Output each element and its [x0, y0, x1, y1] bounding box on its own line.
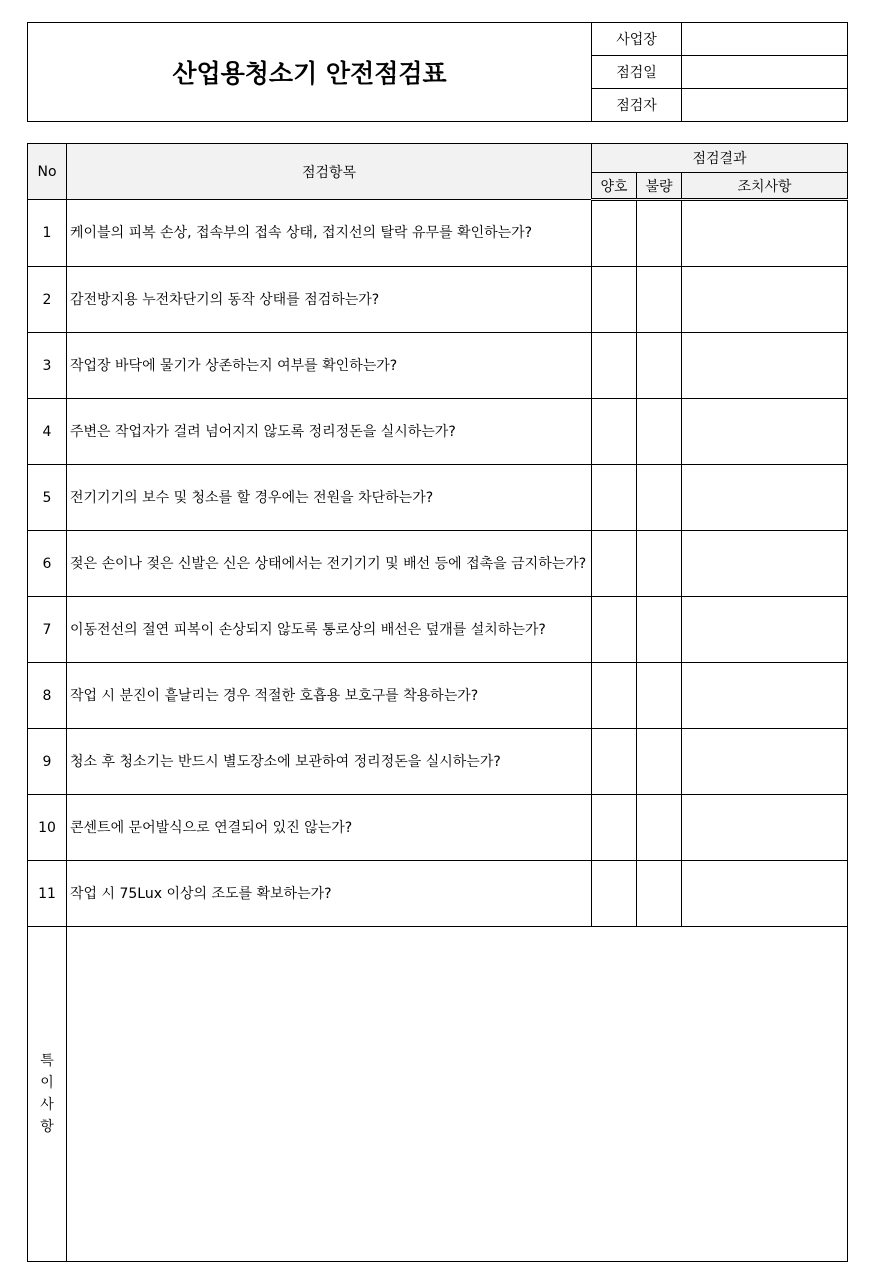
good-checkbox[interactable] [592, 465, 637, 531]
action-field[interactable] [682, 465, 848, 531]
remarks-char: 항 [40, 1119, 54, 1135]
action-field[interactable] [682, 861, 848, 927]
check-item: 감전방지용 누전차단기의 동작 상태를 점검하는가? [67, 267, 592, 333]
bad-checkbox[interactable] [637, 861, 682, 927]
header-item: 점검항목 [67, 144, 592, 200]
check-item: 청소 후 청소기는 반드시 별도장소에 보관하여 정리정돈을 실시하는가? [67, 729, 592, 795]
label-workplace: 사업장 [592, 23, 682, 56]
row-number: 6 [28, 531, 67, 597]
table-row [28, 663, 848, 729]
check-item: 작업 시 75Lux 이상의 조도를 확보하는가? [67, 861, 592, 927]
remarks-label [28, 927, 67, 1262]
action-field[interactable] [682, 729, 848, 795]
good-checkbox[interactable] [592, 267, 637, 333]
row-number: 7 [28, 597, 67, 663]
remarks-char: 사 [40, 1097, 54, 1113]
bad-checkbox[interactable] [637, 531, 682, 597]
table-row [28, 597, 848, 663]
bad-checkbox[interactable] [637, 333, 682, 399]
table-row [28, 333, 848, 399]
label-inspector: 점검자 [592, 89, 682, 122]
table-row [28, 729, 848, 795]
good-checkbox[interactable] [592, 861, 637, 927]
bad-checkbox[interactable] [637, 795, 682, 861]
good-checkbox[interactable] [592, 531, 637, 597]
row-number: 8 [28, 663, 67, 729]
bad-checkbox[interactable] [637, 729, 682, 795]
header-no: No [28, 144, 67, 200]
header-bad: 불량 [637, 173, 682, 200]
action-field[interactable] [682, 795, 848, 861]
row-number: 11 [28, 861, 67, 927]
bad-checkbox[interactable] [637, 663, 682, 729]
bad-checkbox[interactable] [637, 465, 682, 531]
header-good: 양호 [592, 173, 637, 200]
bad-checkbox[interactable] [637, 200, 682, 267]
inspector-field[interactable] [682, 89, 848, 122]
bad-checkbox[interactable] [637, 597, 682, 663]
row-number: 3 [28, 333, 67, 399]
action-field[interactable] [682, 663, 848, 729]
action-field[interactable] [682, 399, 848, 465]
good-checkbox[interactable] [592, 333, 637, 399]
table-row [28, 399, 848, 465]
remarks-char: 특 [40, 1053, 54, 1069]
row-number: 10 [28, 795, 67, 861]
page-title: 산업용청소기 안전점검표 [28, 23, 592, 122]
good-checkbox[interactable] [592, 729, 637, 795]
bad-checkbox[interactable] [637, 267, 682, 333]
good-checkbox[interactable] [592, 597, 637, 663]
good-checkbox[interactable] [592, 399, 637, 465]
check-item: 작업 시 분진이 흩날리는 경우 적절한 호흡용 보호구를 착용하는가? [67, 663, 592, 729]
action-field[interactable] [682, 597, 848, 663]
table-row [28, 465, 848, 531]
remarks-char: 이 [40, 1075, 54, 1091]
good-checkbox[interactable] [592, 663, 637, 729]
table-row [28, 861, 848, 927]
checklist-table [27, 143, 848, 1262]
table-row [28, 200, 848, 267]
good-checkbox[interactable] [592, 200, 637, 267]
action-field[interactable] [682, 333, 848, 399]
header-action: 조치사항 [682, 173, 848, 200]
check-item: 케이블의 피복 손상, 접속부의 접속 상태, 접지선의 탈락 유무를 확인하는가? [67, 200, 592, 267]
row-number: 9 [28, 729, 67, 795]
row-number: 2 [28, 267, 67, 333]
info-table [27, 22, 848, 122]
row-number: 5 [28, 465, 67, 531]
good-checkbox[interactable] [592, 795, 637, 861]
header-result: 점검결과 [592, 144, 848, 173]
check-item: 전기기기의 보수 및 청소를 할 경우에는 전원을 차단하는가? [67, 465, 592, 531]
table-row [28, 795, 848, 861]
table-row [28, 267, 848, 333]
table-row [28, 531, 848, 597]
date-field[interactable] [682, 56, 848, 89]
action-field[interactable] [682, 267, 848, 333]
check-item: 콘센트에 문어발식으로 연결되어 있진 않는가? [67, 795, 592, 861]
remarks-field[interactable] [67, 927, 848, 1262]
check-item: 작업장 바닥에 물기가 상존하는지 여부를 확인하는가? [67, 333, 592, 399]
check-item: 주변은 작업자가 걸려 넘어지지 않도록 정리정돈을 실시하는가? [67, 399, 592, 465]
bad-checkbox[interactable] [637, 399, 682, 465]
action-field[interactable] [682, 200, 848, 267]
workplace-field[interactable] [682, 23, 848, 56]
label-date: 점검일 [592, 56, 682, 89]
action-field[interactable] [682, 531, 848, 597]
row-number: 4 [28, 399, 67, 465]
row-number: 1 [28, 200, 67, 267]
check-item: 이동전선의 절연 피복이 손상되지 않도록 통로상의 배선은 덮개를 설치하는가? [67, 597, 592, 663]
check-item: 젖은 손이나 젖은 신발은 신은 상태에서는 전기기기 및 배선 등에 접촉을 금지하는가? [67, 531, 592, 597]
